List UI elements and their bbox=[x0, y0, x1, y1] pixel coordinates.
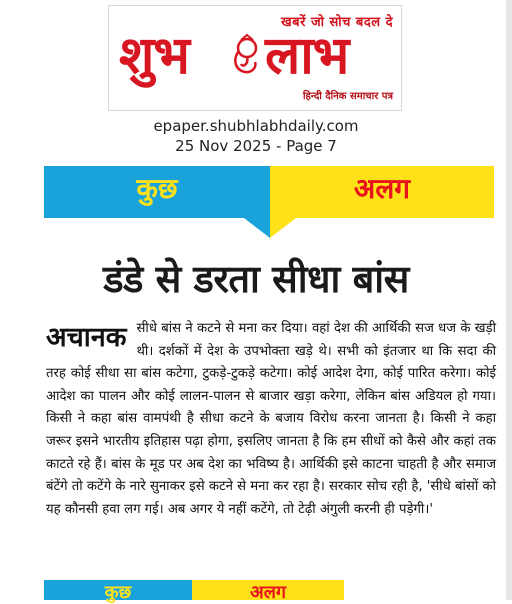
next-header-right-label: अलग bbox=[249, 582, 287, 603]
newspaper-logo bbox=[115, 24, 395, 88]
logo-word-shubh: शुभ bbox=[119, 26, 189, 86]
masthead-subtitle: हिन्दी दैनिक समाचार पत्र bbox=[302, 91, 393, 102]
article-headline: डंडे से डरता सीधा बांस bbox=[103, 257, 409, 301]
epaper-url[interactable]: epaper.shubhlabhdaily.com bbox=[153, 117, 359, 135]
article-body bbox=[46, 318, 496, 521]
logo-word-labh: लाभ bbox=[265, 26, 349, 86]
article-lead-word: अचानक bbox=[46, 322, 127, 353]
next-column-header bbox=[44, 580, 344, 603]
masthead-tagline: खबरें जो सोच बदल दे bbox=[281, 15, 393, 30]
article-text: सीधे बांस ने कटने से मना कर दिया। वहां देश की आर्थिकी सज धज के खड़ी थी। दर्शकों में देश के उपभोक्ता खड़े थे। सभी को इंतजार था कि सदा की तरह कोई सीधा सा बांस कटेगा, टुकड़े-टुकड़े कटेगा। कोई आदेश देगा, कोई पारित करेगा। कोई आदेश का पालन और कोई लालन-पालन से बाजार खड़ा करेगा, लेकिन बांस अडियल हो गया। किसी ने कहा बांस वामपंथी है सीधा कटने के बजाय विरोध करना जानता है। किसी ने कहा जरूर इसने भारतीय इतिहास पढ़ा होगा, इसलिए जानता है कि हम सीधों को कैसे और कहां तक काटते रहे हैं। बांस के मूड पर अब देश का भविष्य है। आर्थिकी इसे काटना चाहती है और समाज बंटेंगे तो कटेंगे के नारे सुनाकर इसे कटने से मना कर रहा है। सरकार सोच रही है, 'सीधे बांसों को यह कौनसी हवा लग गई। अब अगर ये नहीं कटेंगे, तो टेढ़ी अंगुली करनी ही पड़ेगी।' bbox=[46, 321, 496, 517]
edition-date-page: 25 Nov 2025 - Page 7 bbox=[175, 137, 337, 155]
next-header-left-label: कुछ bbox=[104, 582, 132, 603]
column-header-band bbox=[44, 166, 494, 238]
column-header-left-label: कुछ bbox=[136, 172, 178, 205]
ganesha-emblem-icon bbox=[227, 34, 267, 78]
newspaper-masthead[interactable] bbox=[108, 5, 402, 111]
column-header-right-label: अलग bbox=[353, 172, 411, 205]
